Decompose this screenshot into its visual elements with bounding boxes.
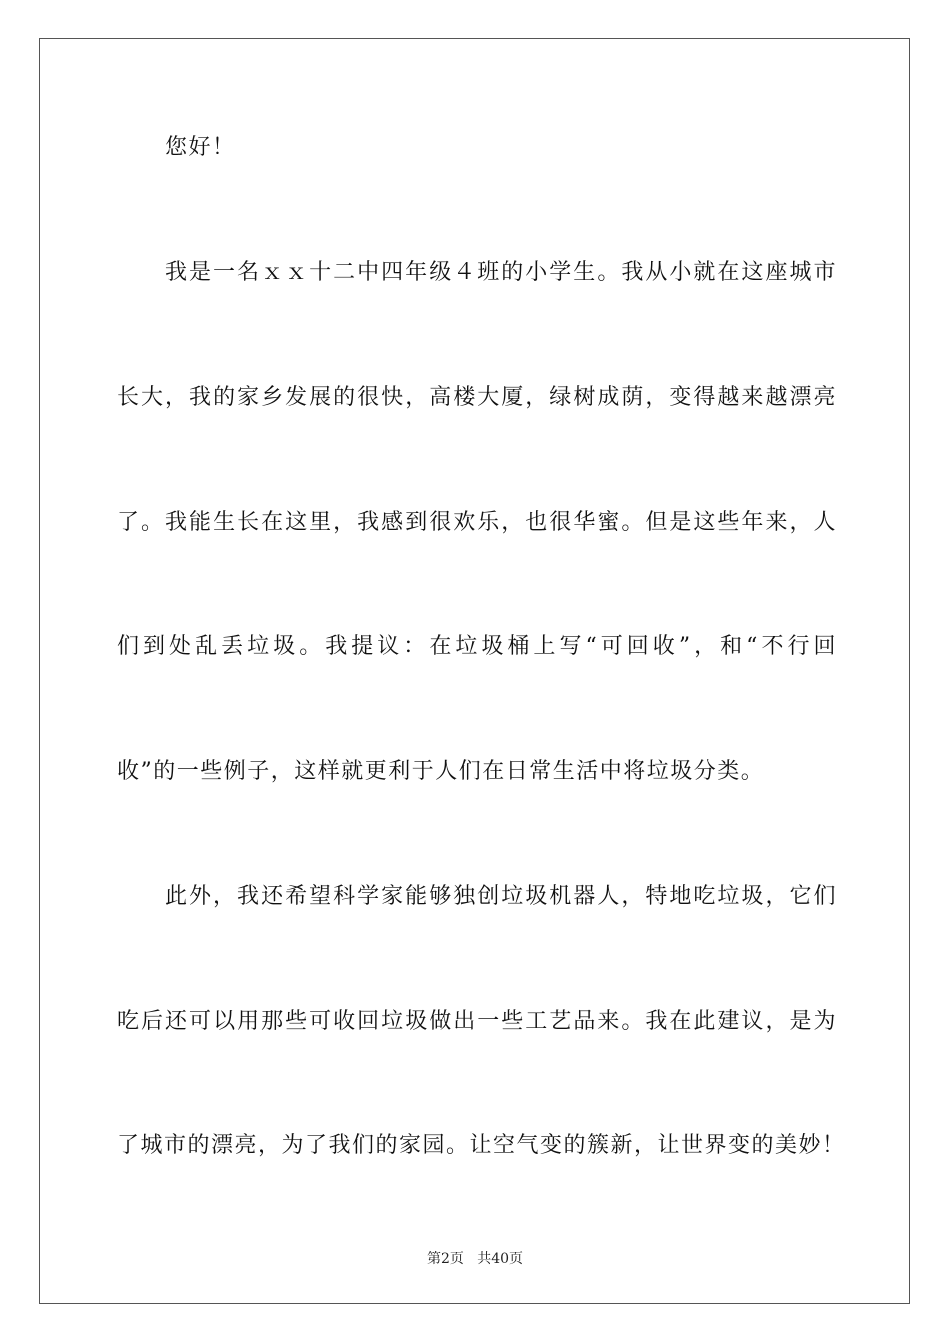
page-border: [39, 38, 910, 1304]
paragraph-2-line-2: 吃后还可以用那些可收回垃圾做出一些工艺品来。我在此建议，是为: [117, 1009, 837, 1034]
paragraph-1-line-5: 收”的一些例子，这样就更利于人们在日常生活中将垃圾分类。: [117, 759, 765, 784]
greeting-line: 您好！: [165, 135, 236, 160]
paragraph-2-line-1: 此外，我还希望科学家能够独创垃圾机器人，特地吃垃圾，它们: [165, 884, 837, 909]
paragraph-1-line-2: 长大，我的家乡发展的很快，高楼大厦，绿树成荫，变得越来越漂亮: [117, 385, 837, 410]
paragraph-2-line-3: 了城市的漂亮，为了我们的家园。让空气变的簇新，让世界变的美妙！: [117, 1133, 846, 1158]
paragraph-1-line-1: 我是一名ｘｘ十二中四年级４班的小学生。我从小就在这座城市: [165, 260, 837, 285]
paragraph-1-line-4: 们到处乱丢垃圾。我提议：在垃圾桶上写“可回收”，和“不行回: [117, 634, 837, 659]
page-number-footer: 第2页 共40页: [426, 1251, 524, 1267]
paragraph-1-line-3: 了。我能生长在这里，我感到很欢乐，也很华蜜。但是这些年来，人: [117, 510, 837, 535]
